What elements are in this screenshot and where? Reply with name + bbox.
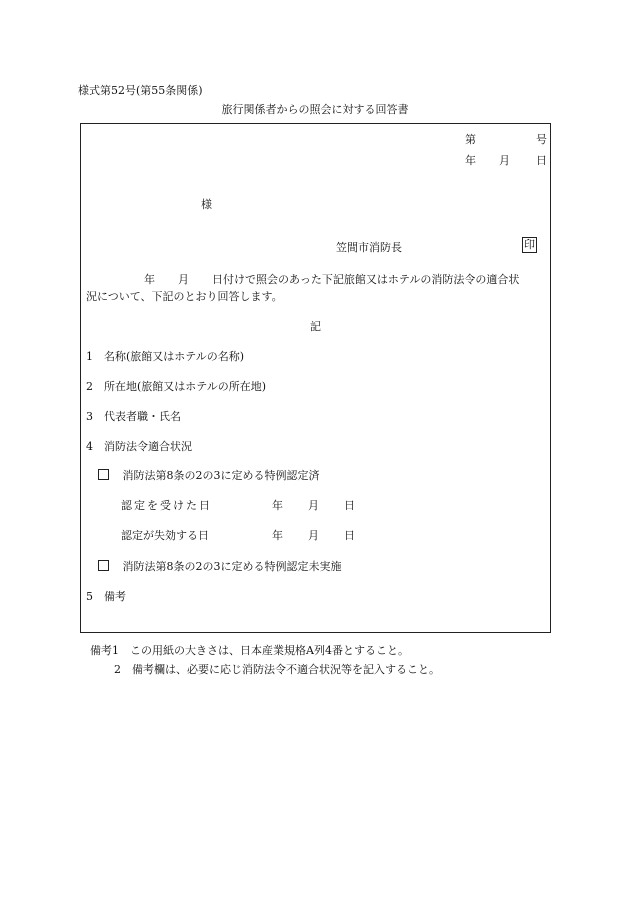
option-2-checkbox[interactable] (98, 560, 109, 571)
note-1: 備考1 この用紙の大きさは、日本産業規格A列4番とすること。 (90, 644, 409, 657)
item-5-remarks: 5 備考 (86, 590, 126, 603)
date-year-label: 年 (465, 154, 476, 167)
number-label-go: 号 (536, 133, 547, 146)
date-day-label: 日 (536, 154, 547, 167)
form-box (80, 123, 551, 633)
note-2: 2 備考欄は、必要に応じ消防法令不適合状況等を記入すること。 (114, 663, 440, 676)
seal-mark: 印 (524, 238, 535, 251)
document-title: 旅行関係者からの照会に対する回答書 (221, 103, 409, 116)
option-2-label: 消防法第8条の2の3に定める特例認定未実施 (122, 560, 342, 573)
expire-month-label: 月 (308, 529, 319, 542)
addressee-suffix: 様 (201, 198, 212, 211)
item-2-address: 2 所在地(旅館又はホテルの所在地) (86, 380, 267, 393)
sender-name: 笠間市消防長 (336, 241, 402, 254)
expire-year-label: 年 (272, 529, 283, 542)
option-1-row (98, 467, 320, 483)
option-1-label: 消防法第8条の2の3に定める特例認定済 (122, 469, 320, 482)
ki-heading: 記 (310, 320, 321, 333)
received-month-label: 月 (308, 499, 319, 512)
date-month-label: 月 (499, 154, 510, 167)
body-line1: 日付けで照会のあった下記旅館又はホテルの消防法令の適合状 (212, 273, 520, 286)
received-day-label: 日 (344, 499, 355, 512)
body-line2: 況について、下記のとおり回答します。 (86, 290, 283, 303)
item-3-representative: 3 代表者職・氏名 (86, 410, 181, 423)
expire-date-label: 認定が失効する日 (121, 529, 209, 542)
item-4-compliance: 4 消防法令適合状況 (86, 440, 192, 453)
option-2-row (98, 558, 342, 574)
option-1-checkbox[interactable] (98, 469, 109, 480)
form-number: 様式第52号(第55条関係) (78, 84, 203, 97)
expire-day-label: 日 (344, 529, 355, 542)
body-year-label: 年 (144, 273, 155, 286)
number-label-dai: 第 (465, 133, 476, 146)
item-1-name: 1 名称(旅館又はホテルの名称) (86, 350, 245, 363)
received-date-label: 認定を受けた日 (121, 499, 212, 512)
body-month-label: 月 (178, 273, 189, 286)
received-year-label: 年 (272, 499, 283, 512)
